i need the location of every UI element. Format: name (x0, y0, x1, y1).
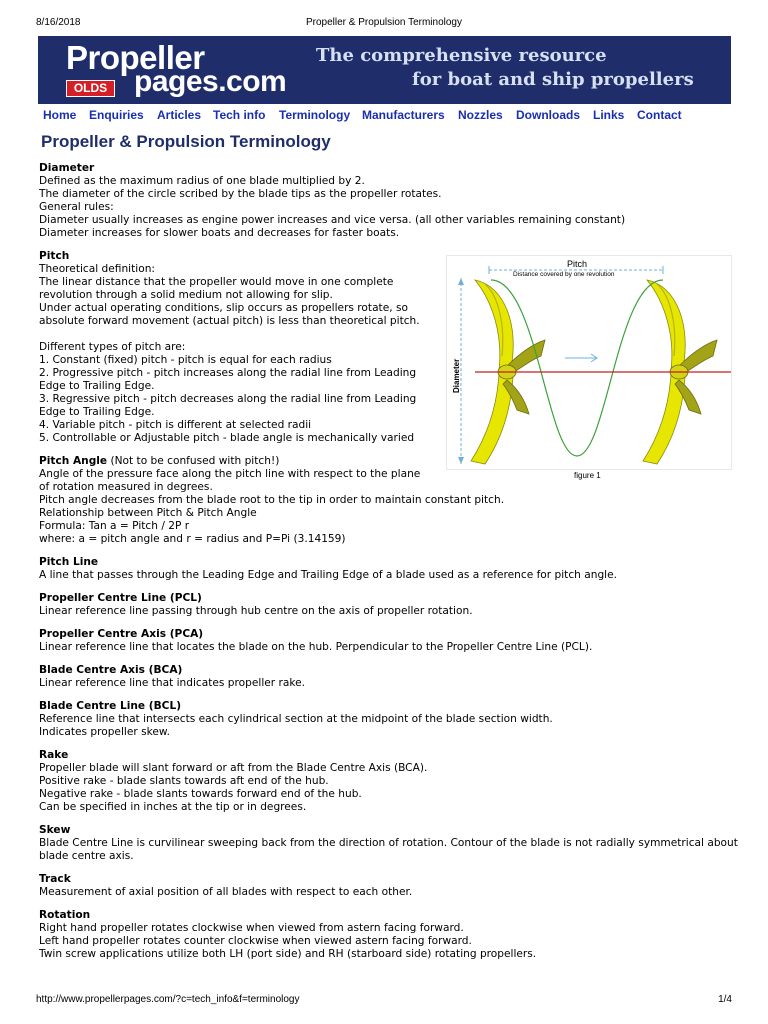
pitch-diagram-figure (446, 255, 732, 470)
nav-link-enquiries[interactable]: Enquiries (89, 108, 144, 122)
body-line: absolute forward movement (actual pitch) is less than theoretical pitch. (39, 315, 420, 327)
body-line: Different types of pitch are: (39, 341, 186, 353)
nav-link-manufacturers[interactable]: Manufacturers (362, 108, 445, 122)
diameter-arrow-top (458, 278, 464, 285)
section-skew (39, 824, 739, 863)
body-line: Reference line that intersects each cylindrical section at the midpoint of the blade section width. (39, 713, 553, 725)
tagline-line-1: The comprehensive resource (316, 45, 607, 66)
section-blade-centre-line (39, 700, 739, 739)
body-line: The diameter of the circle scribed by the blade tips as the propeller rotates. (39, 188, 442, 200)
section-title: Diameter (39, 162, 95, 174)
body-line: Under actual operating conditions, slip occurs as propellers rotate, so (39, 302, 408, 314)
body-line: Indicates propeller skew. (39, 726, 170, 738)
diameter-arrow-bottom (458, 457, 464, 464)
section-rake (39, 749, 739, 814)
list-item: 1. Constant (fixed) pitch - pitch is equal for each radius (39, 354, 332, 366)
pitch-subtitle: Distance covered by one revolution (513, 271, 615, 278)
body-line: Left hand propeller rotates counter clockwise when viewed astern facing forward. (39, 935, 472, 947)
body-line: Diameter increases for slower boats and decreases for faster boats. (39, 227, 400, 239)
list-item: 2. Progressive pitch - pitch increases along the radial line from Leading (39, 367, 417, 379)
body-line: Negative rake - blade slants towards forward end of the hub. (39, 788, 362, 800)
body-line: Can be specified in inches at the tip or in degrees. (39, 801, 307, 813)
section-title: Propeller Centre Axis (PCA) (39, 628, 204, 640)
section-title: Pitch (39, 250, 70, 262)
nav-link-contact[interactable]: Contact (637, 108, 682, 122)
nav-link-downloads[interactable]: Downloads (516, 108, 581, 122)
section-title: Skew (39, 824, 71, 836)
section-blade-centre-axis (39, 664, 739, 690)
figure-caption: figure 1 (574, 471, 601, 480)
nav-link-links[interactable]: Links (593, 108, 625, 122)
body-line: Angle of the pressure face along the pitch line with respect to the plane (39, 468, 421, 480)
body-line: of rotation measured in degrees. (39, 481, 213, 493)
nav-link-tech-info[interactable]: Tech info (213, 108, 266, 122)
body-line: Linear reference line that locates the blade on the hub. Perpendicular to the Propeller Centre Line (PCL). (39, 641, 593, 653)
list-item: 5. Controllable or Adjustable pitch - blade angle is mechanically varied (39, 432, 415, 444)
logo-text-propeller[interactable]: Propeller (66, 39, 205, 76)
body-line: General rules: (39, 201, 114, 213)
nav-link-nozzles[interactable]: Nozzles (458, 108, 503, 122)
body-line: Linear reference line that indicates propeller rake. (39, 677, 305, 689)
body-line: A line that passes through the Leading Edge and Trailing Edge of a blade used as a reference for pitch angle. (39, 569, 617, 581)
body-line: The linear distance that the propeller would move in one complete (39, 276, 394, 288)
print-page-number: 1/4 (718, 994, 732, 1005)
body-line: Blade Centre Line is curvilinear sweeping back from the direction of rotation. Contour of the blade is not radially symmetrical about blade centre axis. (39, 837, 738, 862)
nav-link-articles[interactable]: Articles (157, 108, 202, 122)
pitch-label: Pitch (567, 259, 588, 269)
body-line: Theoretical definition: (39, 263, 155, 275)
logo-text-pages[interactable]: pages.com (134, 65, 287, 98)
section-title-text: Pitch Angle (39, 455, 108, 467)
section-title: Pitch Line (39, 556, 99, 568)
pitch-diagram (447, 256, 733, 471)
nav-link-terminology[interactable]: Terminology (279, 108, 351, 122)
section-title: Rotation (39, 909, 91, 921)
body-line: Diameter usually increases as engine power increases and vice versa. (all other variables remaining constant) (39, 214, 626, 226)
section-rotation (39, 909, 739, 961)
body-line: revolution through a solid medium not allowing for slip. (39, 289, 333, 301)
section-title-note: (Not to be confused with pitch!) (107, 455, 280, 467)
section-track (39, 873, 739, 899)
section-propeller-centre-line (39, 592, 739, 618)
section-title: Blade Centre Line (BCL) (39, 700, 182, 712)
body-line: Defined as the maximum radius of one blade multiplied by 2. (39, 175, 365, 187)
section-title: Blade Centre Axis (BCA) (39, 664, 183, 676)
body-line: Linear reference line passing through hub centre on the axis of propeller rotation. (39, 605, 473, 617)
section-diameter (39, 162, 739, 240)
olds-badge: OLDS (66, 80, 115, 97)
print-footer (0, 994, 768, 1008)
section-title: Rake (39, 749, 69, 761)
list-item: 4. Variable pitch - pitch is different at selected radii (39, 419, 312, 431)
body-line: Measurement of axial position of all blades with respect to each other. (39, 886, 413, 898)
print-header (0, 17, 768, 31)
body-line: Relationship between Pitch & Pitch Angle (39, 507, 257, 519)
print-url: http://www.propellerpages.com/?c=tech_info&f=terminology (36, 994, 300, 1005)
body-line: Positive rake - blade slants towards aft end of the hub. (39, 775, 329, 787)
list-item: Edge to Trailing Edge. (39, 380, 155, 392)
list-item: 3. Regressive pitch - pitch decreases along the radial line from Leading (39, 393, 417, 405)
section-title: Propeller Centre Line (PCL) (39, 592, 202, 604)
list-item: Edge to Trailing Edge. (39, 406, 155, 418)
nav-link-home[interactable]: Home (43, 108, 77, 122)
print-date: 8/16/2018 (36, 17, 81, 28)
section-pitch-line (39, 556, 739, 582)
page-title: Propeller & Propulsion Terminology (41, 132, 331, 151)
body-line: Formula: Tan a = Pitch / 2P r (39, 520, 190, 532)
site-banner (38, 36, 731, 104)
body-line: Pitch angle decreases from the blade root to the tip in order to maintain constant pitch. (39, 494, 505, 506)
section-propeller-centre-axis (39, 628, 739, 654)
body-line: Right hand propeller rotates clockwise when viewed from astern facing forward. (39, 922, 464, 934)
print-doc-title: Propeller & Propulsion Terminology (305, 17, 462, 28)
body-line: Twin screw applications utilize both LH (port side) and RH (starboard side) rotating propellers. (39, 948, 537, 960)
body-line: where: a = pitch angle and r = radius and P=Pi (3.14159) (39, 533, 346, 545)
body-line: Propeller blade will slant forward or aft from the Blade Centre Axis (BCA). (39, 762, 428, 774)
diameter-label: Diameter (452, 358, 461, 393)
section-title: Track (39, 873, 71, 885)
tagline-line-2: for boat and ship propellers (412, 69, 694, 90)
